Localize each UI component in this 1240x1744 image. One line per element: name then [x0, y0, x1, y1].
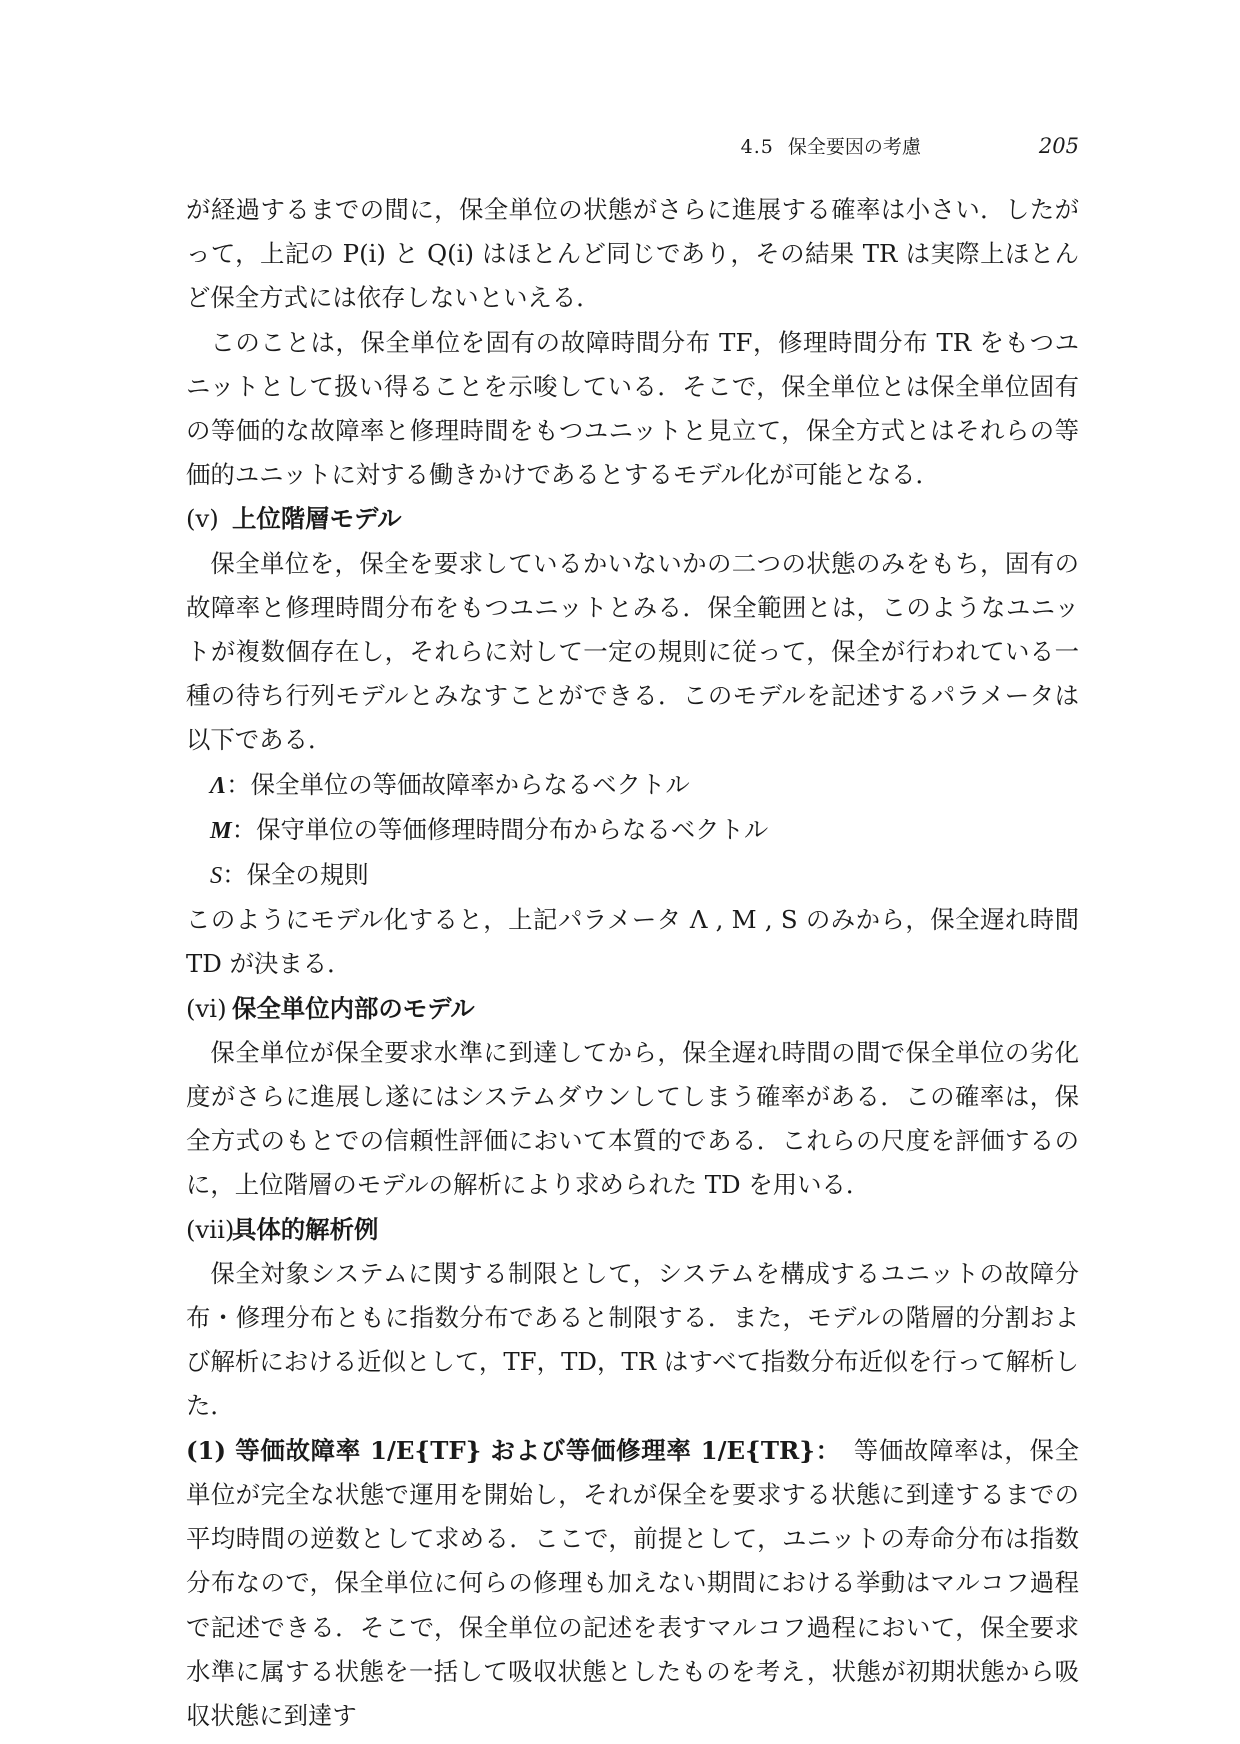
book-page — [186, 0, 1079, 1744]
paragraph-example: 保全対象システムに関する制限として，システムを構成するユニットの故障分布・修理分布ともに指数分布であると制限する．また，モデルの階層的分割および解析における近似として，TF，TD，TR はすべて指数分布近似を行って解析した． — [186, 1258, 1079, 1421]
inline-heading: (1) 等価故障率 1/E{TF} および等価修理率 1/E{TR}： — [186, 1435, 829, 1465]
subsection-heading-example — [186, 1208, 1079, 1252]
section-title: 保全要因の考慮 — [787, 136, 921, 158]
paragraph-internal-model: 保全単位が保全要求水準に到達してから，保全遅れ時間の間で保全単位の劣化度がさらに進展し遂にはシステムダウンしてしまう確率がある．この確率は，保全方式のもとでの信頼性評価において本質的である．これらの尺度を評価するのに，上位階層のモデルの解析により求められた TD を用いる． — [186, 1037, 1079, 1200]
subsection-title: 保全単位内部のモデル — [232, 993, 475, 1023]
subsection-number: (v) — [186, 504, 219, 534]
paragraph-equivalent-rates — [186, 1429, 1079, 1738]
paragraph-td-determined: このようにモデル化すると，上記パラメータ Λ , M , S のみから，保全遅れ時間 TD が決まる． — [186, 905, 1079, 979]
parameter-symbol: M — [210, 816, 232, 844]
paragraph-equivalent-rates-text: 等価故障率は，保全単位が完全な状態で運用を開始し，それが保全を要求する状態に到達するまでの平均時間の逆数として求める．ここで，前提として，ユニットの寿命分布は指数分布なので，保全単位に何らの修理も加えない期間における挙動はマルコフ過程で記述できる．そこで，保全単位の記述を表すマルコフ過程において，保全要求水準に属する状態を一括して吸収状態としたものを考え，状態が初期状態から吸収状態に到達す — [186, 1435, 1079, 1730]
page-number: 205 — [1038, 134, 1079, 158]
subsection-title: 具体的解析例 — [232, 1214, 379, 1244]
section-number: 4.5 — [740, 136, 774, 158]
subsection-heading-internal-model — [186, 987, 1079, 1031]
subsection-number: (vii) — [186, 1214, 235, 1244]
parameter-m — [186, 808, 1079, 853]
paragraph-continued: が経過するまでの間に，保全単位の状態がさらに進展する確率は小さい．したがって，上記の P(i) と Q(i) はほとんど同じであり，その結果 TR は実際上ほとんど保全方式には依存しないといえる． — [186, 195, 1079, 313]
subsection-number: (vi) — [186, 993, 227, 1023]
running-head — [741, 132, 1079, 162]
parameter-s — [186, 853, 1079, 898]
paragraph-upper-model: 保全単位を，保全を要求しているかいないかの二つの状態のみをもち，固有の故障率と修理時間分布をもつユニットとみる．保全範囲とは，このようなユニットが複数個存在し，それらに対して一定の規則に従って，保全が行われている一種の待ち行列モデルとみなすことができる．このモデルを記述するパラメータは以下である． — [186, 548, 1079, 755]
body-text — [186, 188, 1079, 1738]
parameter-description: ：保守単位の等価修理時間分布からなるベクトル — [231, 814, 769, 844]
parameter-symbol: Λ — [210, 771, 227, 799]
paragraph-equivalent-unit: このことは，保全単位を固有の故障時間分布 TF，修理時間分布 TR をもつユニットとして扱い得ることを示唆している．そこで，保全単位とは保全単位固有の等価的な故障率と修理時間をもつユニットと見立て，保全方式とはそれらの等価的ユニットに対する働きかけであるとするモデル化が可能となる． — [186, 327, 1079, 490]
parameter-lambda — [186, 763, 1079, 808]
subsection-title: 上位階層モデル — [232, 504, 402, 534]
parameter-description: ：保全単位の等価故障率からなるベクトル — [226, 769, 690, 799]
parameter-symbol: S — [210, 862, 223, 890]
parameter-description: ：保全の規則 — [222, 860, 369, 890]
subsection-heading-upper-model — [186, 497, 1079, 541]
